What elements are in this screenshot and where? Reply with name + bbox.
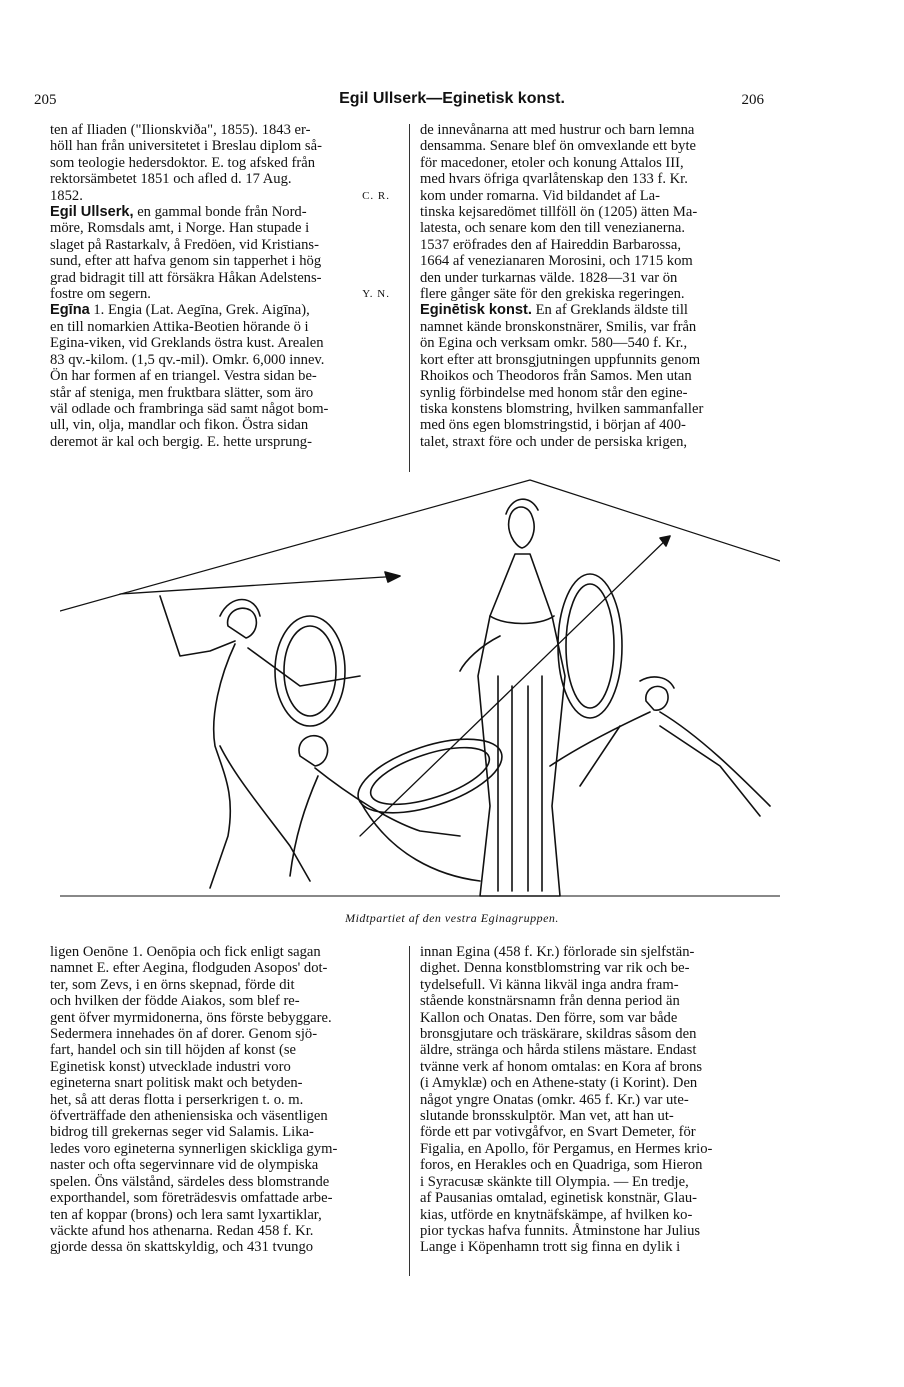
text-fragment: En af Greklands äldste till: [531, 302, 688, 319]
entry-headword: Egīna: [50, 302, 90, 319]
text-line: ten af koppar (brons) och lera samt lyxartiklar,: [50, 1206, 322, 1223]
text-line: gent öfver myrmidonerna, öns förste bebyggare.: [50, 1009, 332, 1026]
text-line: foros, en Herakles och en Quadriga, som Hieron: [420, 1157, 703, 1174]
page-number-left: 205: [34, 92, 57, 108]
text-line: den under turkarnas välde. 1828—31 var ön: [420, 269, 678, 286]
entry-continuation: [420, 122, 770, 302]
figure-caption: Midtpartiet af den vestra Eginagruppen.: [345, 911, 559, 925]
text-line: Eginetisk konst) utvecklade industri voro: [50, 1058, 291, 1075]
entry-eginetisk-konst: [420, 302, 770, 450]
text-line: [420, 302, 770, 318]
entry-egina: [50, 302, 398, 450]
text-line: ull, vin, olja, mandlar och fikon. Östra sidan: [50, 417, 309, 434]
text-line: deremot är kal och bergig. E. hette ursprung-: [50, 433, 312, 450]
text-line: namnet kände bronskonstnärer, Smilis, var från: [420, 318, 697, 335]
column-divider: [409, 946, 410, 1276]
text-fragment: 1. Engia (Lat. Aegīna, Grek. Aigīna),: [89, 302, 310, 319]
text-line: innan Egina (458 f. Kr.) förlorade sin sjelfstän-: [420, 944, 695, 960]
text-line: kias, utförde en knytnäfskämpe, af hvilken ko-: [420, 1206, 693, 1223]
text-fragment: 1852.: [50, 187, 83, 204]
text-line: spelen. Öns välstånd, särdeles dess blomstrande: [50, 1173, 330, 1190]
column-bottom-right: [420, 944, 766, 1256]
entry-continuation: [50, 944, 398, 1256]
entry-continuation: [420, 944, 766, 1256]
text-line: [50, 286, 398, 302]
text-line: ligen Oenōne 1. Oenōpia och fick enligt sagan: [50, 944, 321, 960]
text-line: Kallon och Onatas. Den förre, som var både: [420, 1009, 678, 1026]
column-divider: [409, 124, 410, 472]
text-line: Ön har formen af en triangel. Vestra sidan be-: [50, 368, 317, 385]
text-line: fart, handel och sin till höjden af konst (se: [50, 1042, 297, 1059]
text-line: öfverträffade den atheniensiska och väsentligen: [50, 1108, 328, 1125]
text-line: talet, straxt före och under de persiska krigen,: [420, 433, 688, 450]
text-line: dighet. Denna konstblomstring var rik och be-: [420, 960, 690, 977]
text-line: och hvilken der födde Aiakos, som blef re-: [50, 993, 300, 1010]
text-line: namnet E. efter Aegina, flodguden Asopos' dot-: [50, 960, 328, 977]
text-line: 1664 af venezianaren Morosini, och 1715 kom: [420, 253, 693, 270]
text-line: höll han från universitetet i Breslau diplom så-: [50, 138, 322, 155]
text-line: ledes voro egineterna synnerligen skickliga gym-: [50, 1140, 338, 1157]
page-number-right: 206: [741, 92, 764, 108]
athena-figure: [460, 499, 622, 896]
column-top-left: [50, 122, 398, 450]
text-line: sund, efter att hafva genom sin tapperhet i hög: [50, 253, 322, 270]
text-line: exporthandel, som företrädesvis omfattade arbe-: [50, 1190, 333, 1207]
text-line: i Syracusæ skänkte till Olympia. — En tredje,: [420, 1173, 689, 1190]
text-line: kom under romarna. Vid bildandet af La-: [420, 187, 660, 204]
text-line: synlig förbindelse med honom står den egine-: [420, 384, 688, 401]
text-line: af Pausanias omtalad, eginetisk konstnär, Glau-: [420, 1190, 698, 1207]
text-line: pior tyckas hafva funnits. Åtminstone har Julius: [420, 1222, 701, 1239]
text-line: står af steniga, men fruktbara slätter, som äro: [50, 384, 314, 401]
text-line: väl odlade och frambringa säd samt något bom-: [50, 400, 329, 417]
text-line: för macedoner, etoler och konung Attalos III,: [420, 154, 684, 171]
text-line: väckte afund hos athenarna. Redan 458 f. Kr.: [50, 1222, 314, 1239]
author-signature: C. R.: [362, 189, 390, 202]
text-line: de innevånarna att med hustrur och barn lemna: [420, 122, 695, 138]
text-line: kort efter att bronsgjutningen uppfunnits genom: [420, 351, 701, 368]
text-line: ten af Iliaden ("Ilionskviða", 1855). 1843 er-: [50, 122, 311, 138]
warrior-right-figure: [550, 677, 770, 816]
text-line: rektorsämbetet 1851 och afled d. 17 Aug.: [50, 171, 292, 188]
fallen-warrior-figure: [290, 724, 511, 881]
text-fragment: en gammal bonde från Nord-: [133, 204, 307, 221]
aegina-pediment-illustration: [60, 476, 780, 908]
text-line: äldre, stränga och hårda stilens mästare. Endast: [420, 1042, 697, 1059]
column-bottom-left: [50, 944, 398, 1256]
text-line: Sedermera innehades ön af dorer. Genom sjö-: [50, 1026, 318, 1043]
text-line: slaget på Rastarkalv, å Fredöen, vid Kristians-: [50, 236, 319, 253]
text-line: grad bidragit till att försäkra Håkan Adelstens-: [50, 269, 322, 286]
entry-headword: Egil Ullserk,: [50, 204, 134, 221]
text-line: tiska konstens blomstring, hvilken sammanfaller: [420, 400, 704, 417]
text-line: latesta, och senare kom den till venezianerna.: [420, 220, 686, 237]
text-line: något yngre Onatas (omkr. 465 f. Kr.) var ute-: [420, 1091, 689, 1108]
spear: [360, 536, 670, 836]
entry-egil-ullserk: [50, 204, 398, 302]
text-line: möre, Romsdals amt, i Norge. Han stupade i: [50, 220, 310, 237]
warrior-left-figure: [120, 572, 400, 888]
text-line: ter, som Zevs, i en örns skepnad, förde dit: [50, 976, 295, 993]
text-line: egineterna snart politisk makt och betyden-: [50, 1075, 303, 1092]
text-line: [50, 302, 398, 318]
text-line: slutande bronsskulptör. Man vet, att han ut-: [420, 1108, 674, 1125]
text-fragment: fostre om segern.: [50, 286, 151, 303]
text-line: [50, 188, 398, 204]
entry-continuation: [50, 122, 398, 204]
text-line: bidrog till grekernas seger vid Salamis. Lika-: [50, 1124, 314, 1141]
running-header-title: Egil Ullserk—Eginetisk konst.: [339, 90, 565, 107]
text-line: förde ett par votivgåfvor, en Svart Demeter, för: [420, 1124, 696, 1141]
text-line: som teologie hedersdoktor. E. tog afsked från: [50, 154, 316, 171]
text-line: tinska kejsaredömet tillföll ön (1205) ätten Ma-: [420, 204, 698, 221]
text-line: 83 qv.-kilom. (1,5 qv.-mil). Omkr. 6,000 innev.: [50, 351, 325, 368]
text-line: Egina-viken, vid Greklands östra kust. Arealen: [50, 335, 324, 352]
text-line: Figalia, en Apollo, för Pergamus, en Hermes krio-: [420, 1140, 713, 1157]
text-line: (i Amyklæ) och en Athene-staty (i Korint). Den: [420, 1075, 698, 1092]
text-line: med öns egen blomstringstid, i början af 400-: [420, 417, 686, 434]
text-line: naster och ofta segervinnare vid de olympiska: [50, 1157, 319, 1174]
text-line: Rhoikos och Theodoros från Samos. Men utan: [420, 368, 692, 385]
text-line: med hvars öfriga qvarlåtenskap den 133 f. Kr.: [420, 171, 688, 188]
text-line: flere gånger säte för den grekiska regeringen.: [420, 286, 685, 303]
text-line: gjorde dessa ön skattskyldig, och 431 tvungo: [50, 1239, 314, 1256]
text-line: tydelsefull. Vi känna likväl inga andra fram-: [420, 976, 679, 993]
text-line: en till nomarkien Attika-Beotien hörande ö i: [50, 318, 309, 335]
text-line: ön Egina och verksam omkr. 580—540 f. Kr.,: [420, 335, 688, 352]
text-line: stående konstnärsnamn från denna period än: [420, 993, 680, 1010]
text-line: het, så att deras flotta i perserkrigen t. o. m.: [50, 1091, 304, 1108]
text-line: [50, 204, 398, 220]
text-line: Lange i Köpenhamn trott sig finna en dylik i: [420, 1239, 681, 1256]
text-line: bronsgjutare och träskärare, skildras såsom den: [420, 1026, 697, 1043]
text-line: 1537 eröfrades den af Haireddin Barbarossa,: [420, 236, 681, 253]
text-line: densamma. Senare blef ön omvexlande ett byte: [420, 138, 696, 155]
entry-headword: Eginētisk konst.: [420, 302, 532, 319]
column-top-right: [420, 122, 770, 450]
text-line: tvänne verk af honom omtalas: en Kora af brons: [420, 1058, 703, 1075]
author-signature: Y. N.: [362, 288, 390, 301]
